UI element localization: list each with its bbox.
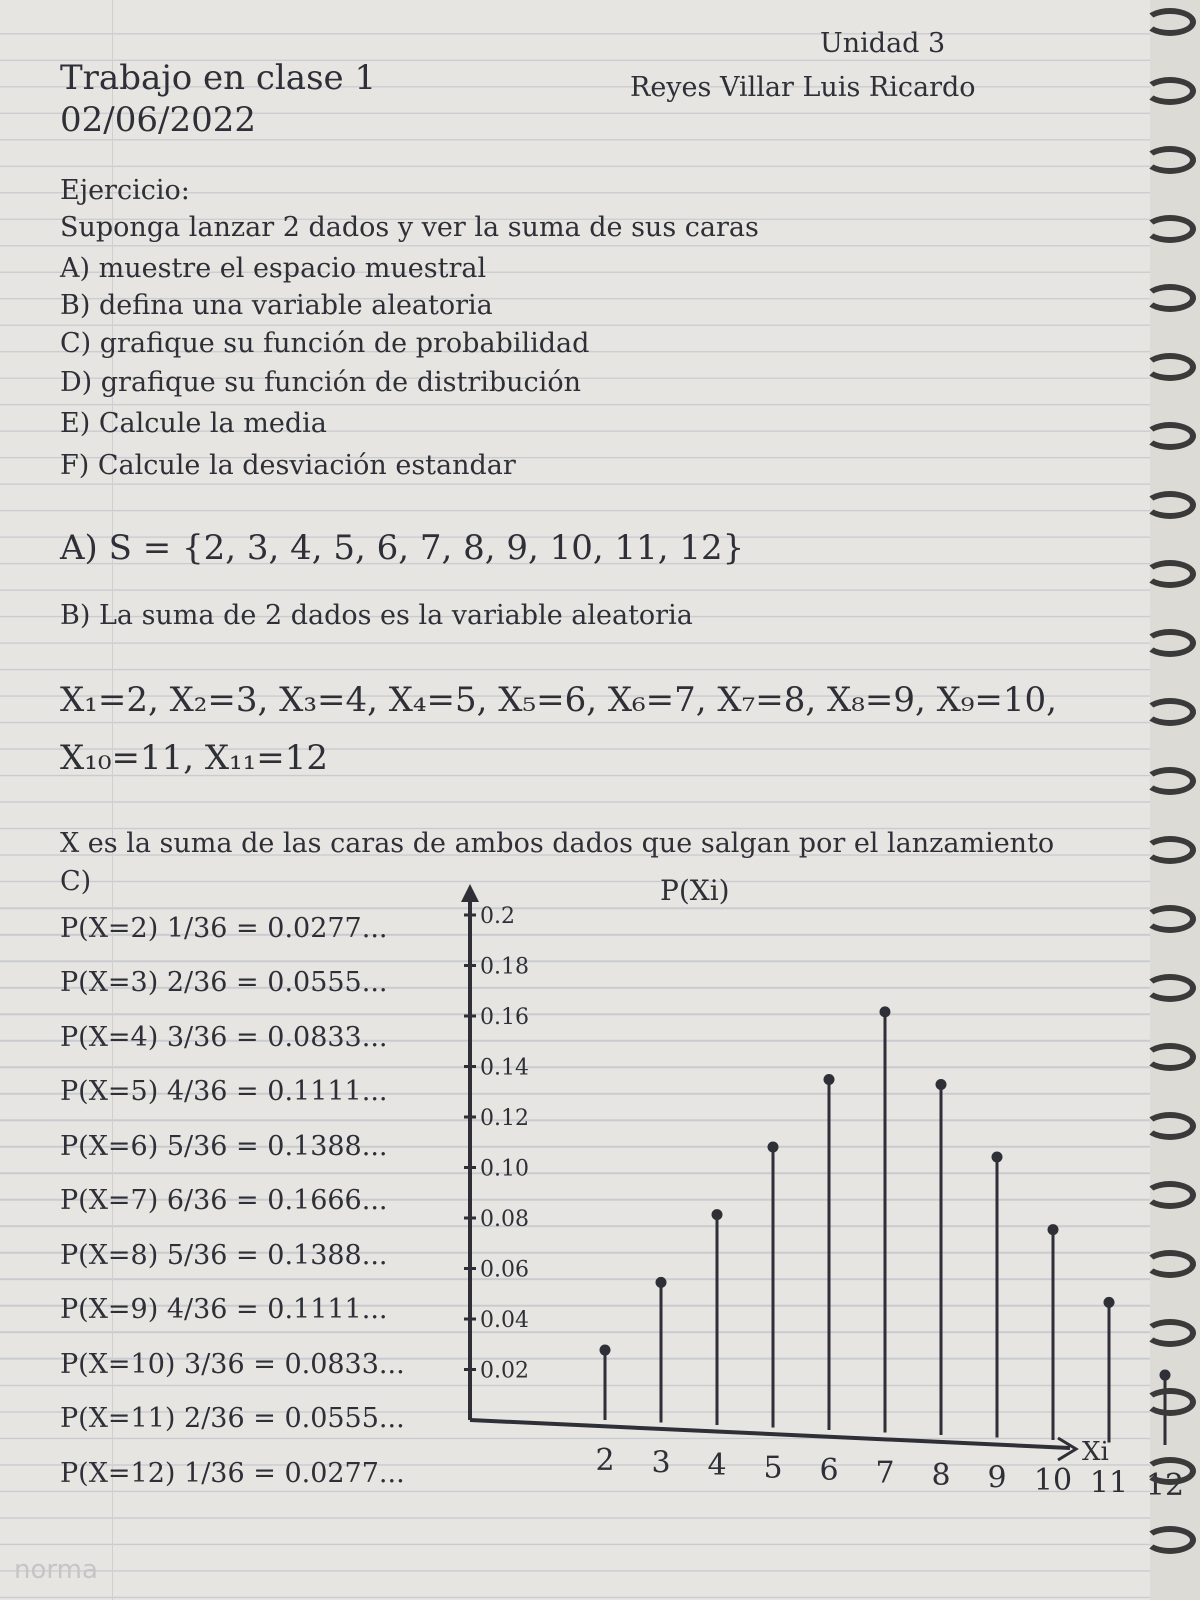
stem-point <box>992 1151 1003 1162</box>
stem-point <box>824 1074 835 1085</box>
spiral-ring <box>1144 215 1196 243</box>
x-tick-label: 6 <box>819 1453 839 1488</box>
x-tick-label: 12 <box>1145 1468 1185 1503</box>
prob-row: P(X=5) 4/36 = 0.1111... <box>60 1076 388 1107</box>
y-tick-label: 0.02 <box>480 1358 529 1384</box>
task-b: B) defina una variable aleatoria <box>60 290 493 321</box>
prob-row: P(X=3) 2/36 = 0.0555... <box>60 967 388 998</box>
y-tick-label: 0.10 <box>480 1156 529 1182</box>
x-tick-label: 5 <box>763 1450 783 1486</box>
x-tick-label: 11 <box>1089 1465 1129 1501</box>
prob-row: P(X=10) 3/36 = 0.0833... <box>60 1349 405 1380</box>
unit-label: Unidad 3 <box>820 28 946 59</box>
answer-a-sample-space: A) S = {2, 3, 4, 5, 6, 7, 8, 9, 10, 11, 12} <box>60 528 745 568</box>
spiral-ring <box>1144 8 1196 36</box>
prob-row: P(X=4) 3/36 = 0.0833... <box>60 1022 388 1053</box>
spiral-ring <box>1144 1388 1196 1416</box>
y-tick-label: 0.06 <box>480 1257 529 1283</box>
y-tick-label: 0.14 <box>480 1055 529 1081</box>
author-name: Reyes Villar Luis Ricardo <box>630 72 976 103</box>
x-tick-label: 9 <box>987 1460 1007 1496</box>
spiral-ring <box>1144 698 1196 726</box>
prob-row: P(X=7) 6/36 = 0.1666... <box>60 1185 388 1216</box>
spiral-ring <box>1144 1043 1196 1071</box>
y-tick-label: 0.16 <box>480 1005 529 1030</box>
spiral-ring <box>1144 767 1196 795</box>
spiral-ring <box>1144 836 1196 864</box>
stem-point <box>1048 1224 1059 1235</box>
prob-row: P(X=9) 4/36 = 0.1111... <box>60 1294 388 1325</box>
prob-row: P(X=12) 1/36 = 0.0277... <box>60 1458 405 1489</box>
spiral-ring <box>1144 1319 1196 1347</box>
stem-point <box>600 1345 611 1356</box>
task-e: E) Calcule la media <box>60 408 327 439</box>
spiral-ring <box>1144 974 1196 1002</box>
prob-row: P(X=8) 5/36 = 0.1388... <box>60 1240 388 1271</box>
y-tick-label: 0.12 <box>480 1106 529 1131</box>
x-tick-label: 8 <box>931 1458 951 1493</box>
spiral-ring <box>1144 422 1196 450</box>
spiral-ring <box>1144 77 1196 105</box>
notebook-spiral <box>1140 0 1200 1600</box>
answer-b: B) La suma de 2 dados es la variable aleatoria <box>60 600 693 631</box>
spiral-ring <box>1144 1112 1196 1140</box>
spiral-ring <box>1144 560 1196 588</box>
spiral-ring <box>1144 629 1196 657</box>
exercise-heading: Ejercicio: <box>60 175 190 206</box>
prob-row: P(X=2) 1/36 = 0.0277... <box>60 913 388 944</box>
task-f: F) Calcule la desviación estandar <box>60 450 516 481</box>
y-tick-label: 0.2 <box>480 904 515 929</box>
y-tick-label: 0.04 <box>480 1308 529 1333</box>
x-tick-label: 4 <box>707 1448 727 1483</box>
y-axis-label: P(Xi) <box>660 874 730 907</box>
y-tick-label: 0.18 <box>480 954 529 980</box>
x-tick-label: 2 <box>595 1443 615 1478</box>
y-ticks <box>464 904 529 1384</box>
y-axis-arrow <box>461 884 479 902</box>
x-axis-label: Xi <box>1082 1437 1109 1467</box>
probability-stem-chart <box>430 870 1185 1590</box>
stem-point <box>880 1006 891 1017</box>
spiral-ring <box>1144 1526 1196 1554</box>
spiral-ring <box>1144 1457 1196 1485</box>
stem-point <box>1104 1297 1115 1308</box>
spiral-ring <box>1144 905 1196 933</box>
task-d: D) grafique su función de distribución <box>60 367 581 398</box>
x-tick-label: 10 <box>1033 1463 1073 1498</box>
prob-row: P(X=6) 5/36 = 0.1388... <box>60 1131 388 1162</box>
spiral-ring <box>1144 284 1196 312</box>
stem-point <box>936 1079 947 1090</box>
x-axis <box>470 1420 1070 1448</box>
stem-point <box>768 1141 779 1152</box>
spiral-ring <box>1144 1181 1196 1209</box>
x-values-line2: X₁₀=11, X₁₁=12 <box>60 738 329 778</box>
spiral-ring <box>1144 491 1196 519</box>
y-tick-label: 0.08 <box>480 1207 529 1232</box>
x-values-line1: X₁=2, X₂=3, X₃=4, X₄=5, X₅=6, X₆=7, X₇=8, X₈=9, X₉=10, <box>60 680 1057 720</box>
x-tick-label: 3 <box>651 1445 671 1481</box>
worksheet-title: Trabajo en clase 1 <box>60 58 377 98</box>
x-tick-label: 7 <box>875 1455 895 1491</box>
stems <box>600 1006 1171 1445</box>
prob-row: P(X=11) 2/36 = 0.0555... <box>60 1403 405 1434</box>
x-definition: X es la suma de las caras de ambos dados que salgan por el lanzamiento <box>60 828 1055 859</box>
exercise-statement: Suponga lanzar 2 dados y ver la suma de sus caras <box>60 212 759 243</box>
spiral-ring <box>1144 353 1196 381</box>
stem-point <box>712 1209 723 1220</box>
task-a: A) muestre el espacio muestral <box>60 253 487 284</box>
spiral-ring <box>1144 1250 1196 1278</box>
spiral-ring <box>1144 146 1196 174</box>
watermark: norma <box>14 1555 98 1585</box>
task-c: C) grafique su función de probabilidad <box>60 328 590 359</box>
answer-c-label: C) <box>60 866 92 897</box>
worksheet-date: 02/06/2022 <box>60 100 256 140</box>
stem-point <box>656 1277 667 1288</box>
